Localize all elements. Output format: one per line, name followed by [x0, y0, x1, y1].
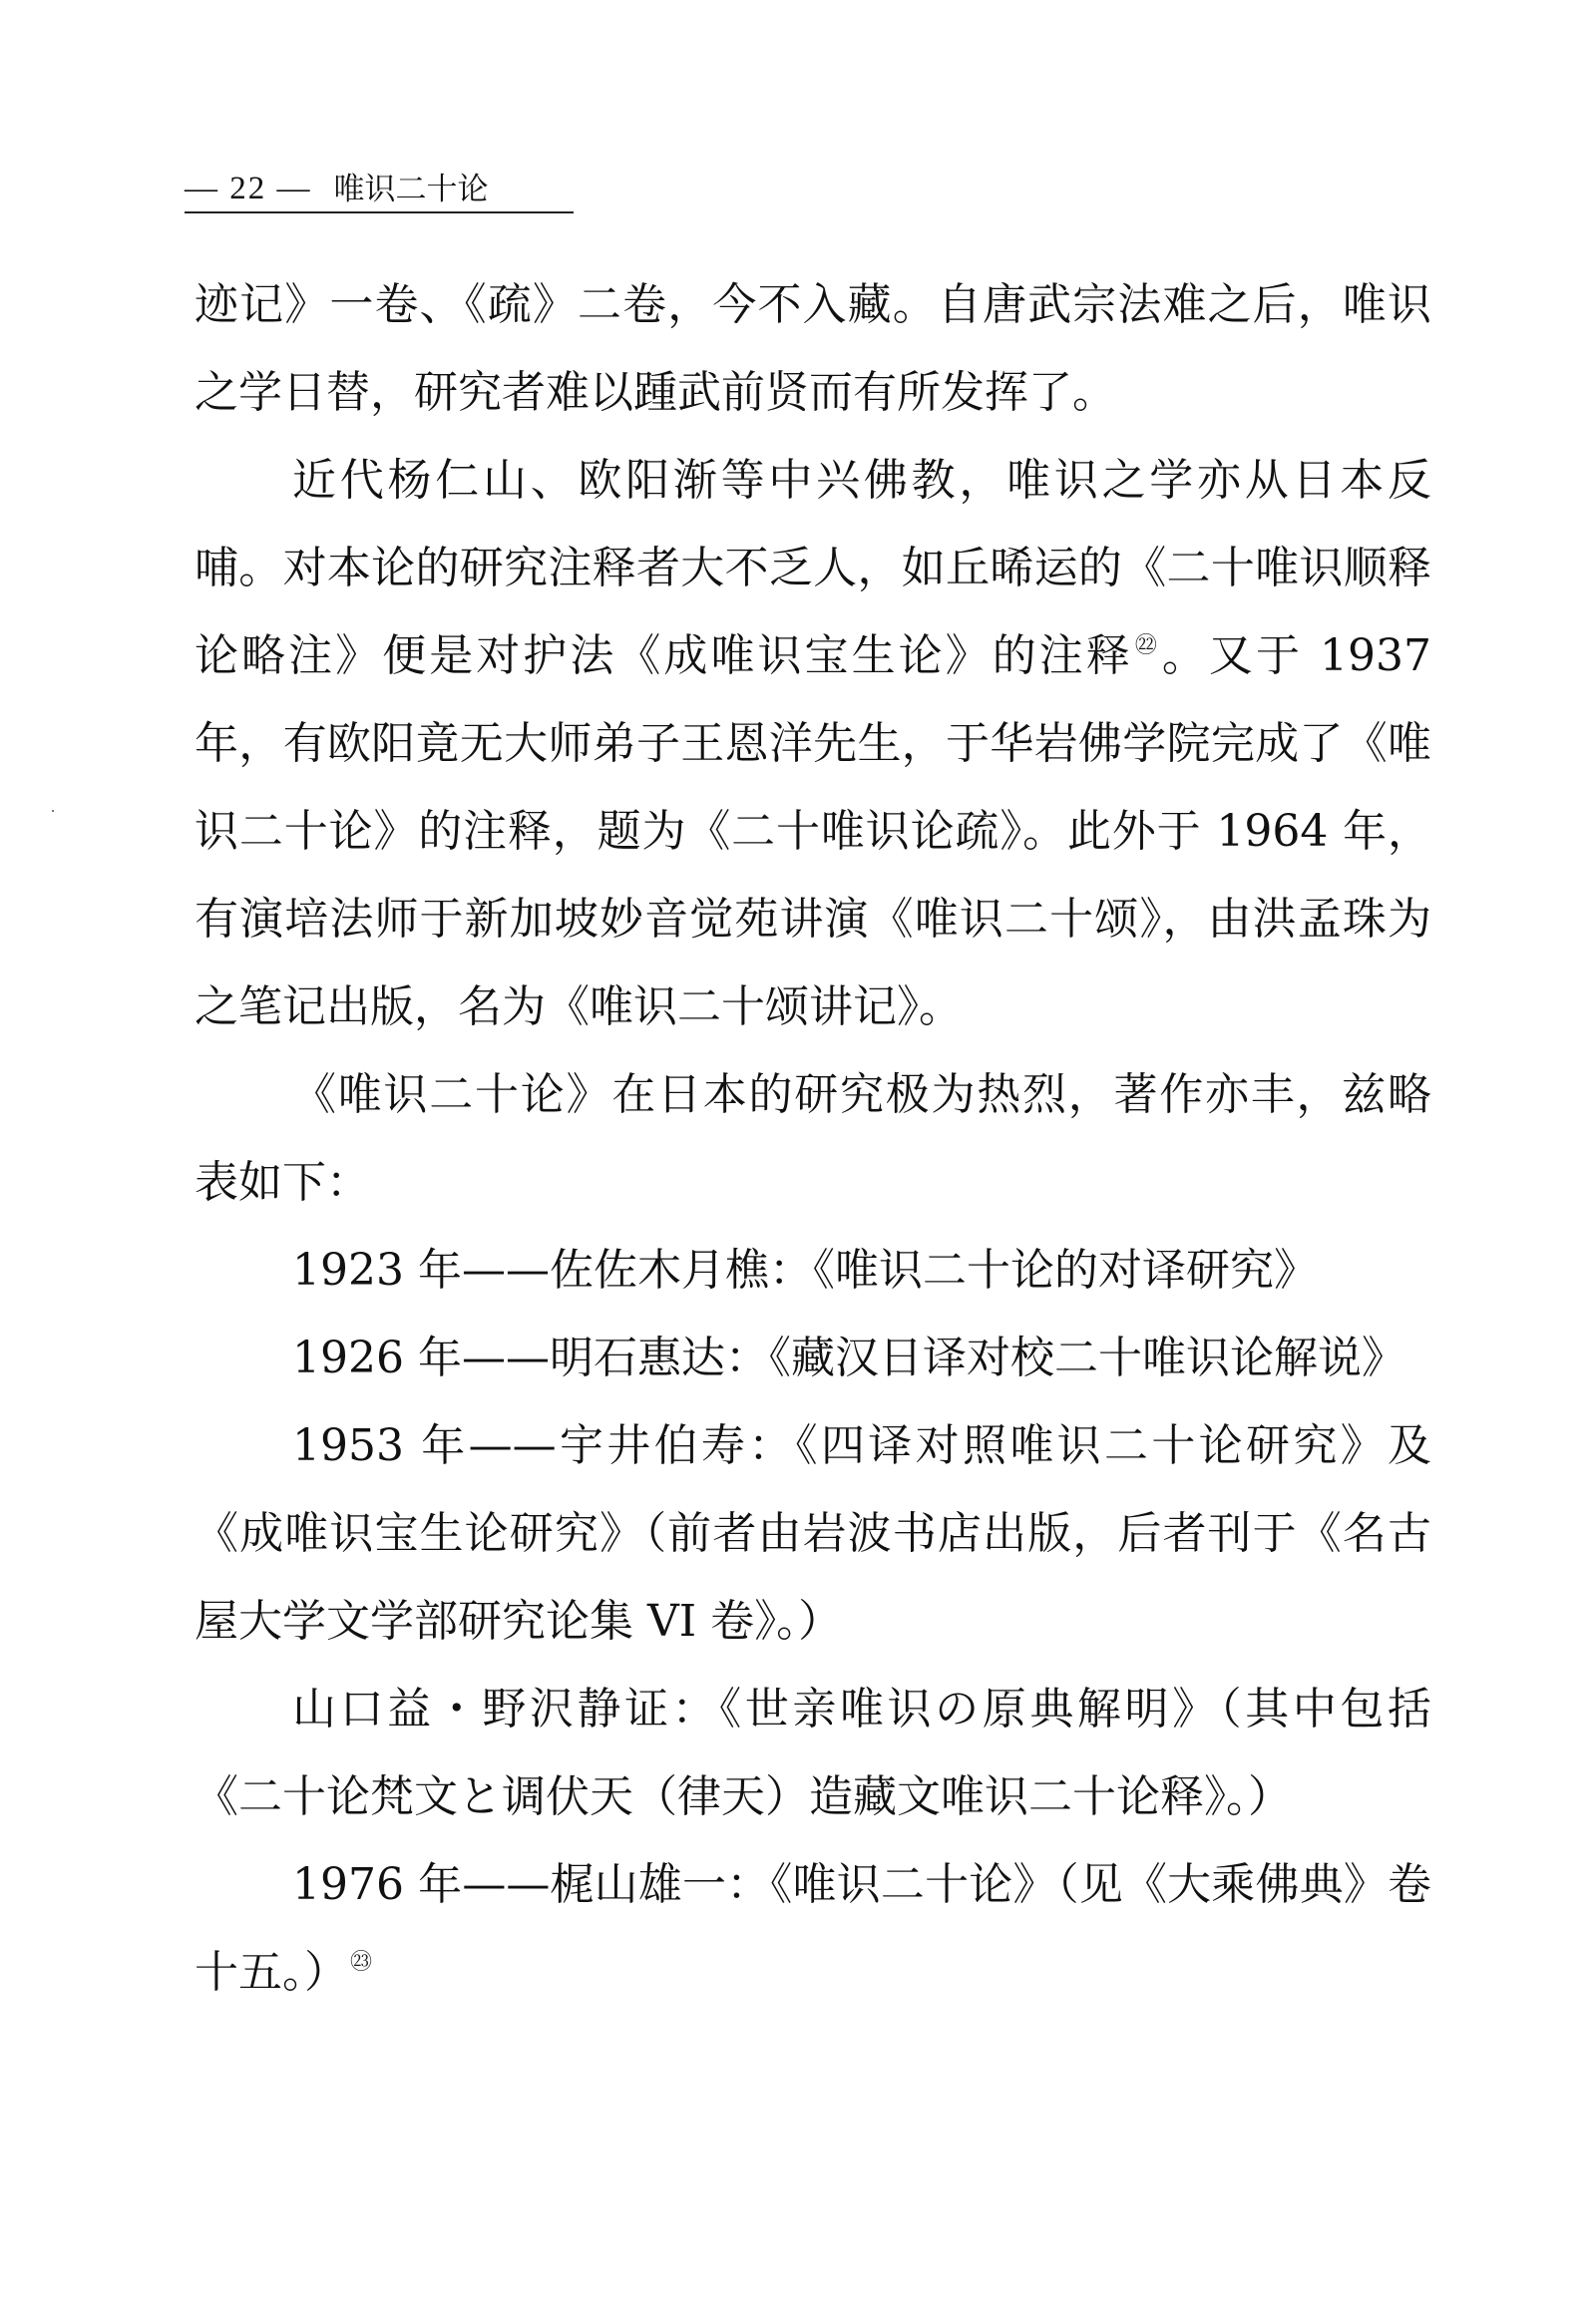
bibliography-entry — [195, 1841, 1431, 2017]
book-title: 唯识二十论 — [333, 172, 489, 207]
paragraph: 迹记》一卷、《疏》二卷，今不入藏。自唐武宗法难之后，唯识之学日替，研究者难以踵武前贤而有所发挥了。 — [195, 279, 1431, 418]
bibliography-entry: 山口益・野沢静证：《世亲唯识の原典解明》（其中包括《二十论梵文と调伏天（律天）造藏文唯识二十论释》。） — [195, 1684, 1431, 1822]
paragraph-text: 近代杨仁山、欧阳渐等中兴佛教，唯识之学亦从日本反哺。对本论的研究注释者大不乏人，如丘晞运的《二十唯识顺释论略注》便是对护法《成唯识宝生论》的注释 — [195, 455, 1431, 681]
paragraph: 《唯识二十论》在日本的研究极为热烈，著作亦丰，兹略表如下： — [195, 1069, 1431, 1208]
bibliography-entry: 1953 年——宇井伯寿：《四译对照唯识二十论研究》及《成唯识宝生论研究》（前者由岩波书店出版，后者刊于《名古屋大学文学部研究论集 VI 卷》。） — [195, 1420, 1431, 1647]
paragraph-text: 。又于 1937 年，有欧阳竟无大师弟子王恩洋先生，于华岩佛学院完成了《唯识二十论》的注释，题为《二十唯识论疏》。此外于 1964 年，有演培法师于新加坡妙音觉苑讲演《唯识二十颂》，由洪孟珠为之笔记出版，名为《唯识二十颂讲记》。 — [195, 630, 1431, 1032]
bibliography-entry: 1923 年——佐佐木月樵：《唯识二十论的对译研究》 — [292, 1245, 1318, 1296]
paragraph — [195, 437, 1431, 1051]
running-header — [185, 158, 574, 213]
body-text — [195, 261, 1431, 2017]
paragraph-text: 1976 年——梶山雄一：《唯识二十论》（见《大乘佛典》卷十五。） — [195, 1859, 1431, 1998]
scan-speck — [52, 810, 54, 812]
footnote-marker: ㉓ — [350, 1950, 373, 1975]
bibliography-entry: 1926 年——明石惠达：《藏汉日译对校二十唯识论解说》 — [292, 1333, 1405, 1383]
footnote-marker: ㉒ — [1134, 633, 1160, 658]
page-number: — 22 — — [185, 171, 312, 206]
